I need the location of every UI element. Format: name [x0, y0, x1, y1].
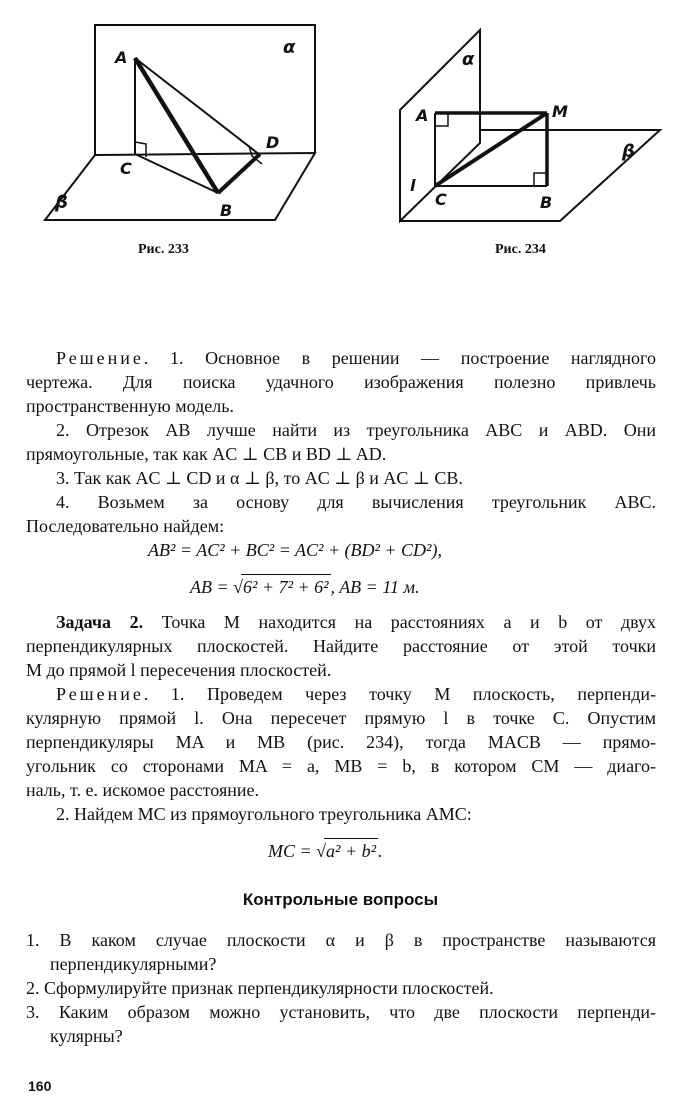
solution-1-line-1: Решение. 1. Основное в решении — построение наглядного: [56, 348, 656, 368]
label-alpha: α: [283, 37, 296, 58]
step-4-paragraph: [26, 490, 656, 538]
figure-233: [40, 20, 340, 235]
step-3-paragraph: [26, 466, 656, 490]
solution-2-line-5: наль, т. е. искомое расстояние.: [26, 780, 259, 800]
label-beta: β: [622, 141, 635, 162]
question-1-line-1: 1. В каком случае плоскости α и β в пространстве называются: [26, 930, 656, 950]
label-beta: β: [55, 192, 68, 213]
step-3-line: 3. Так как AC ⊥ CD и α ⊥ β, то AC ⊥ β и AC ⊥ CB.: [56, 468, 463, 488]
label-B: B: [220, 201, 233, 220]
question-1-line-2: перпендикулярными?: [50, 954, 217, 974]
solution-2-line-3: перпендикуляры MA и MB (рис. 234), тогда MACB — прямо-: [26, 732, 656, 752]
solution-1-line-2: чертежа. Для поиска удачного изображения полезно привлечь: [26, 372, 656, 392]
page-number: 160: [28, 1078, 52, 1094]
solution-1-line-3: пространственную модель.: [26, 396, 234, 416]
label-l: l: [410, 176, 416, 195]
question-1: [26, 928, 656, 976]
task-2-line-1: Задача 2. Точка M находится на расстояниях a и b от двух: [56, 612, 656, 632]
solution-1-paragraph: [26, 346, 656, 418]
task-2-line-2: перпендикулярных плоскостей. Найдите расстояние от этой точки: [26, 636, 656, 656]
solution-2-paragraph: [26, 682, 656, 802]
formula-mc: MC = √a² + b² .: [268, 838, 383, 863]
label-A: A: [115, 48, 128, 67]
step-4-line-1: 4. Возьмем за основу для вычисления треугольник ABC.: [56, 492, 656, 512]
question-2-line-1: 2. Сформулируйте признак перпендикулярности плоскостей.: [26, 978, 494, 998]
figure-234-caption: Рис. 234: [495, 242, 546, 257]
step-4-line-2: Последовательно найдем:: [26, 516, 225, 536]
solution-2-line-2: кулярную прямой l. Она пересечет прямую l в точке C. Опустим: [26, 708, 656, 728]
formula-ab-value: AB = √6² + 7² + 6² , AB = 11 м.: [190, 574, 419, 599]
label-D: D: [266, 133, 280, 152]
label-C: C: [435, 190, 447, 209]
solution-2-line-1: Решение. 1. Проведем через точку M плоскость, перпенди-: [56, 684, 656, 704]
question-3: [26, 1000, 656, 1048]
label-M: M: [552, 102, 568, 121]
step-2-line-1: 2. Отрезок AB лучше найти из треугольника ABC и ABD. Они: [56, 420, 656, 440]
question-2: [26, 976, 656, 1000]
control-questions-heading: Контрольные вопросы: [242, 890, 439, 909]
task-2-paragraph: [26, 610, 656, 682]
step-2-line-2: прямоугольные, так как AC ⊥ CB и BD ⊥ AD.: [26, 444, 387, 464]
formula-ab-radicand: 6² + 7² + 6²: [241, 574, 330, 599]
label-A: A: [416, 106, 429, 125]
step-2b-line: 2. Найдем MC из прямоугольного треугольника AMC:: [56, 804, 472, 824]
solution-2-line-4: угольник со сторонами MA = a, MB = b, в котором CM — диаго-: [26, 756, 656, 776]
figure-233-caption: Рис. 233: [138, 242, 189, 257]
figure-233-drawing: [40, 20, 340, 235]
task-2-line-3: M до прямой l пересечения плоскостей.: [26, 660, 332, 680]
step-2-paragraph: [26, 418, 656, 466]
figure-234-drawing: [390, 25, 675, 235]
question-3-line-1: 3. Каким образом можно установить, что две плоскости перпенди-: [26, 1002, 656, 1022]
question-3-line-2: кулярны?: [50, 1026, 123, 1046]
formula-ab-squared: AB² = AC² + BC² = AC² + (BD² + CD²),: [148, 540, 442, 560]
label-C: C: [120, 159, 132, 178]
label-alpha: α: [462, 49, 475, 70]
figure-234: [390, 25, 675, 235]
label-B: B: [540, 193, 553, 212]
formula-mc-radicand: a² + b²: [324, 838, 378, 863]
step-2b-paragraph: [26, 802, 656, 826]
